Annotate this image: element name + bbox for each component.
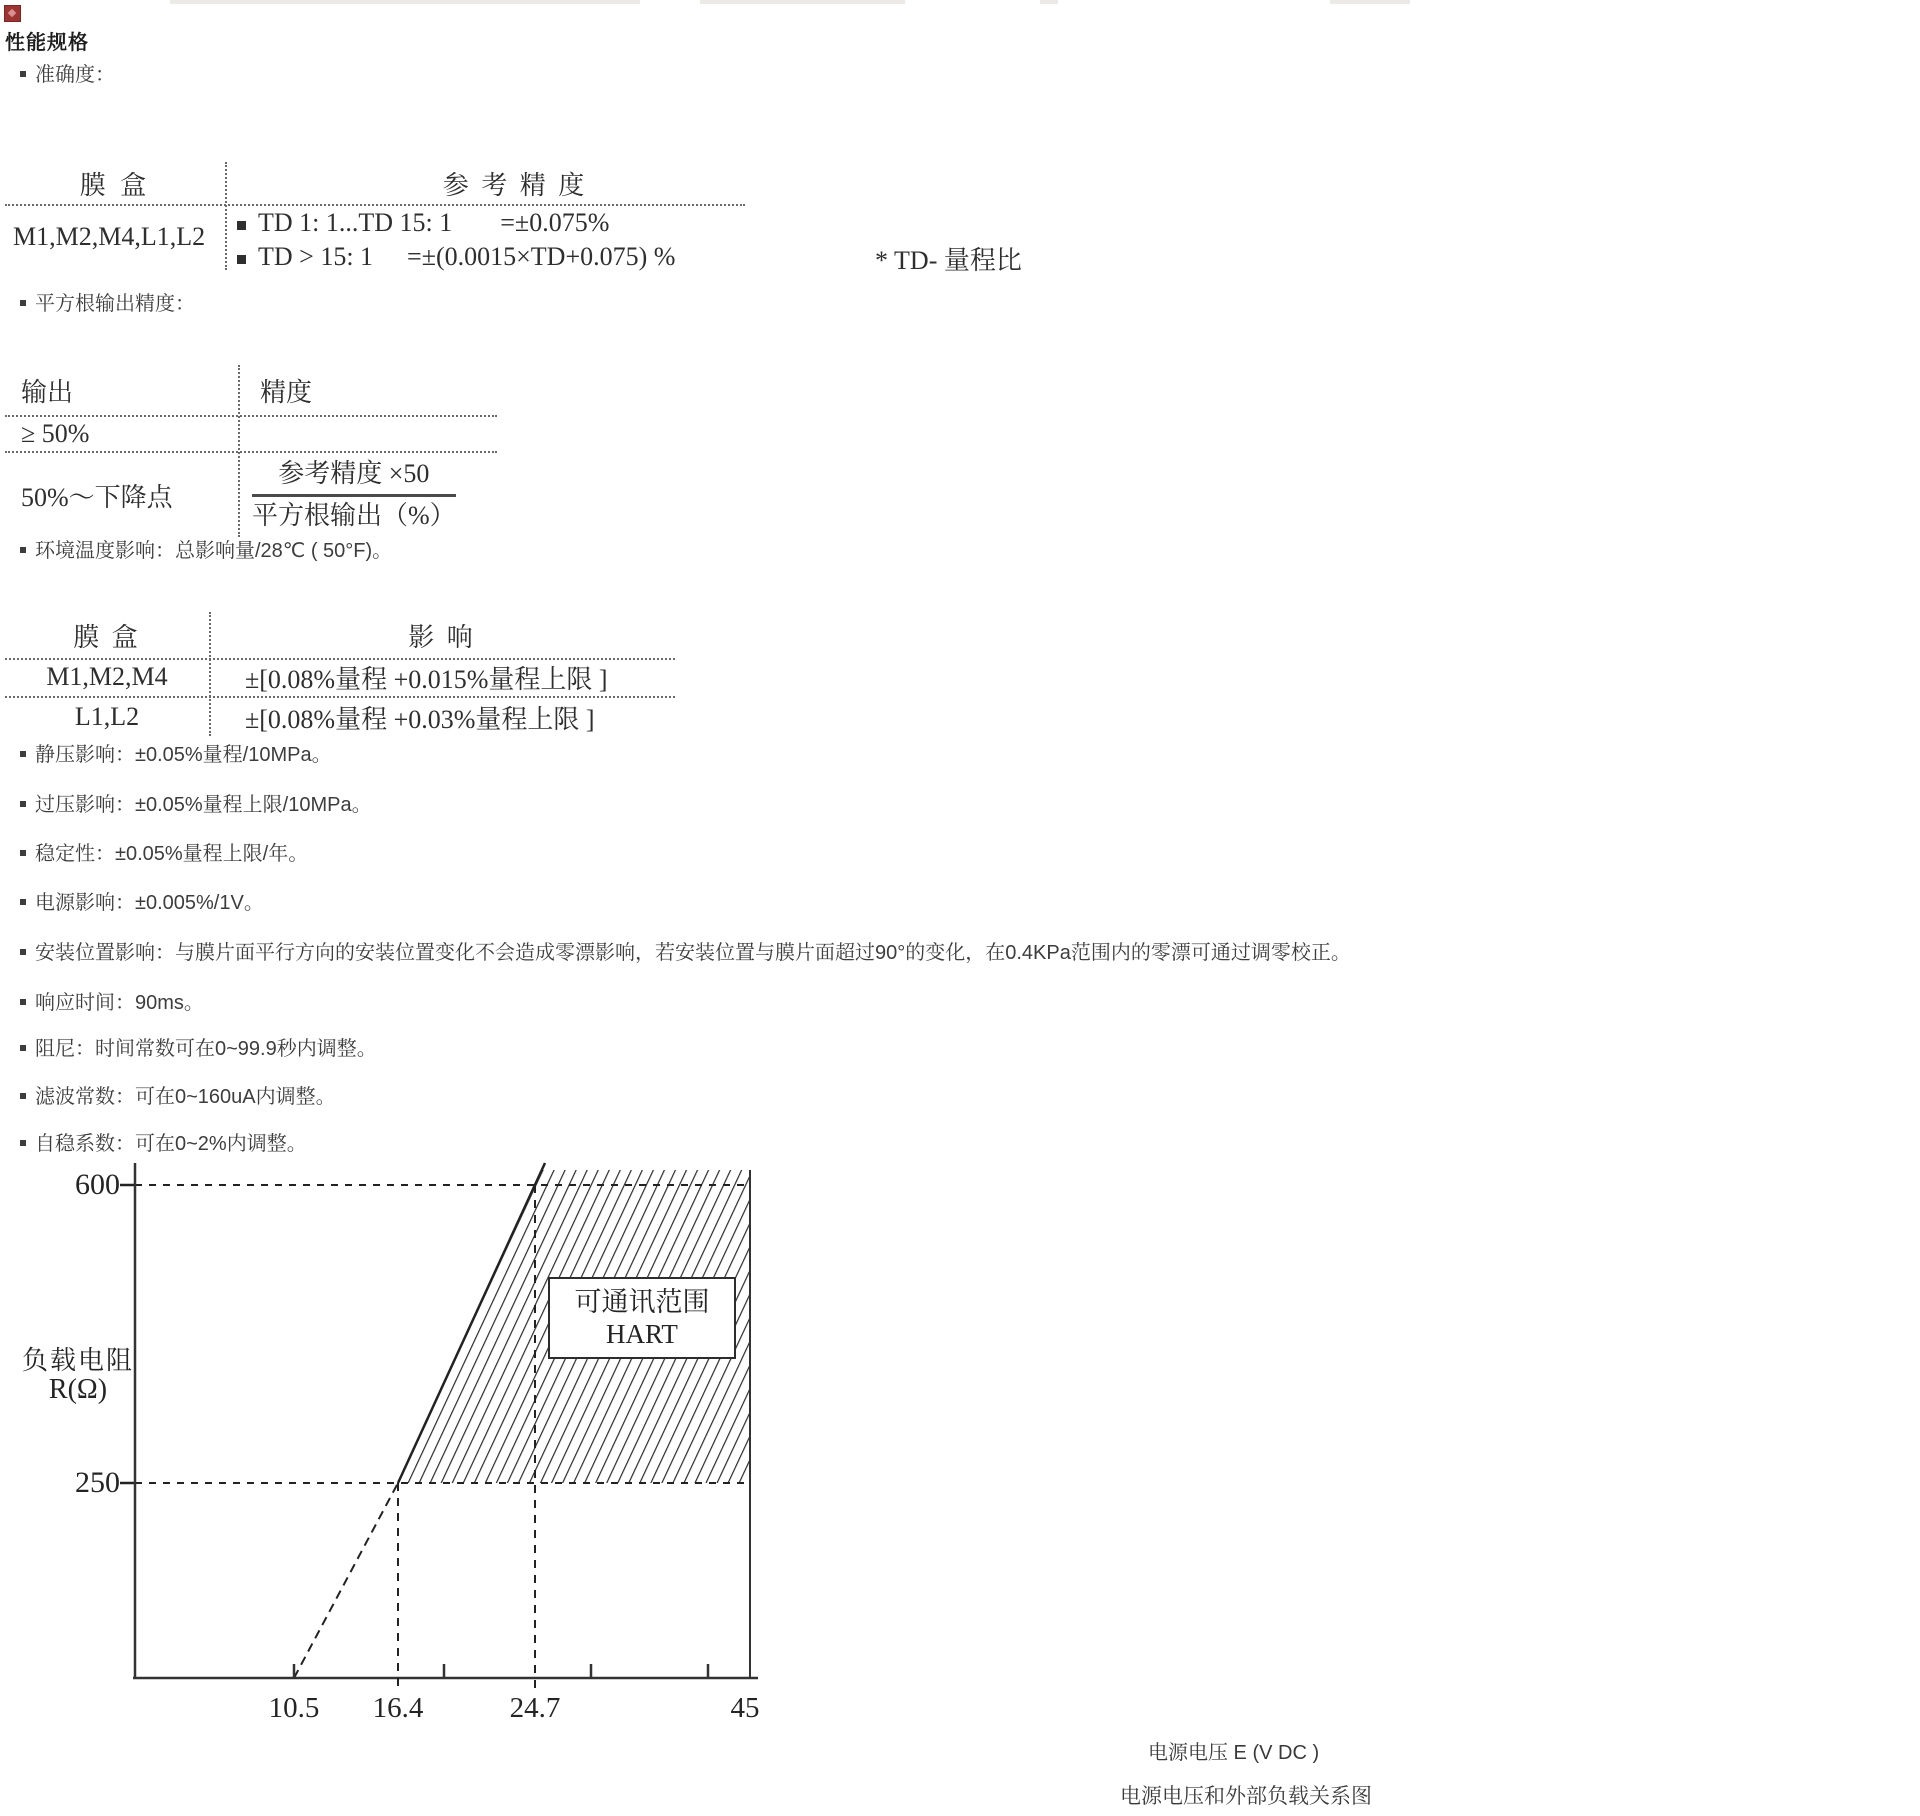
- spec-text: 阻尼：时间常数可在0~99.9秒内调整。: [35, 1038, 377, 1060]
- output-cell: 50%～下降点: [21, 482, 173, 512]
- spec-bullet: [20, 890, 264, 916]
- spec-bullet: [20, 792, 372, 818]
- top-remnant-line: [1330, 0, 1410, 4]
- x-axis-title: 电源电压 E (V DC ): [1148, 1742, 1320, 1764]
- column-header: 影 响: [408, 622, 476, 652]
- spec-text: 滤波常数：可在0~160uA内调整。: [35, 1086, 336, 1108]
- load-voltage-chart: [0, 1150, 800, 1710]
- bullet-square-icon: [20, 999, 26, 1005]
- bullet-square-icon: [20, 1093, 26, 1099]
- hart-region-label: [548, 1277, 736, 1359]
- spec-text: 过压影响：±0.05%量程上限/10MPa。: [35, 794, 372, 816]
- table-row: [5, 206, 225, 268]
- table-header-row: [5, 365, 497, 417]
- accuracy-line: [237, 208, 675, 238]
- table-row: [5, 453, 497, 537]
- figure-caption: 电源电压和外部负载关系图: [1120, 1785, 1372, 1808]
- bullet-square-icon: [20, 801, 26, 807]
- bullet-square-icon: [20, 300, 26, 306]
- td-range: TD 1: 1...TD 15: 1: [258, 208, 453, 237]
- accuracy-bullet: [20, 62, 115, 88]
- page-title: 性能规格: [5, 32, 89, 54]
- x-tick-label-45: 45: [730, 1692, 760, 1724]
- capsule-cell: L1,L2: [74, 702, 140, 731]
- accuracy-label: 准确度：: [35, 64, 115, 86]
- hart-label-en: HART: [606, 1319, 678, 1349]
- bullet-square-icon: [20, 949, 26, 955]
- bullet-square-icon: [20, 850, 26, 856]
- td-range: TD > 15: 1: [258, 242, 374, 271]
- capsule-cell: M1,M2,M4,L1,L2: [13, 222, 206, 251]
- td-value: =±0.075%: [500, 208, 610, 237]
- column-header: 膜 盒: [79, 170, 151, 200]
- y-axis-title-line2: R(Ω): [48, 1374, 108, 1405]
- temperature-effect-table: [5, 612, 675, 736]
- hart-label-cn: 可通讯范围: [574, 1286, 710, 1317]
- accuracy-cell: [238, 459, 497, 531]
- accuracy-cell: [237, 208, 675, 272]
- bullet-square-icon: [20, 899, 26, 905]
- spec-text: 自稳系数：可在0~2%内调整。: [35, 1133, 307, 1155]
- bullet-square-icon: [20, 1140, 26, 1146]
- bullet-square-icon: [20, 71, 26, 77]
- sqrt-accuracy-bullet: [20, 291, 195, 317]
- top-remnant-line: [700, 0, 905, 4]
- table-header-row: [5, 612, 675, 660]
- table-row: [5, 658, 675, 698]
- spec-bullet: [20, 1036, 377, 1062]
- x-tick-label-10-5: 10.5: [268, 1692, 320, 1724]
- column-header: 输出: [21, 377, 74, 407]
- y-tick-label-250: 250: [75, 1466, 120, 1499]
- output-cell: ≥ 50%: [21, 419, 90, 448]
- bullet-square-icon: [20, 1045, 26, 1051]
- effect-cell: ±[0.08%量程 +0.03%量程上限 ]: [245, 704, 595, 734]
- reference-accuracy-table: [5, 162, 745, 270]
- td-note: * TD- 量程比: [875, 246, 1022, 275]
- fraction-numerator: 参考精度 ×50: [252, 459, 456, 497]
- bullet-square-icon: [237, 255, 246, 264]
- temperature-effect-label: 环境温度影响：总影响量/28℃ ( 50°F)。: [35, 540, 393, 562]
- table-header-row: [5, 162, 745, 206]
- column-header: 精度: [260, 377, 313, 407]
- x-tick-label-16-4: 16.4: [372, 1692, 424, 1724]
- sqrt-accuracy-table: [5, 365, 497, 537]
- spec-text: 安装位置影响：与膜片面平行方向的安装位置变化不会造成零漂影响，若安装位置与膜片面超过90°的变化，在0.4KPa范围内的零漂可通过调零校正。: [35, 942, 1351, 964]
- bullet-square-icon: [237, 221, 246, 230]
- spec-text: 电源影响：±0.005%/1V。: [35, 892, 264, 914]
- effect-cell: ±[0.08%量程 +0.015%量程上限 ]: [245, 664, 608, 694]
- spec-bullet: [20, 1084, 336, 1110]
- column-header: 参 考 精 度: [442, 170, 588, 200]
- spec-text: 静压影响：±0.05%量程/10MPa。: [35, 744, 332, 766]
- y-tick-label-600: 600: [75, 1168, 120, 1201]
- table-row: [5, 698, 675, 736]
- td-value: =±(0.0015×TD+0.075) %: [407, 242, 676, 271]
- sqrt-accuracy-label: 平方根输出精度：: [35, 293, 195, 315]
- spec-text: 响应时间：90ms。: [35, 992, 204, 1014]
- spec-bullet: [20, 940, 1351, 966]
- spec-bullet: [20, 841, 308, 867]
- fraction-denominator: 平方根输出（%）: [252, 500, 456, 530]
- x-tick-label-24-7: 24.7: [509, 1692, 561, 1724]
- capsule-cell: M1,M2,M4: [46, 662, 168, 691]
- spec-bullet: [20, 742, 332, 768]
- table-row: [5, 417, 497, 453]
- load-line-dashed-segment: [294, 1483, 398, 1678]
- top-remnant-line: [170, 0, 640, 4]
- y-axis-title-line1: 负载电阻: [21, 1346, 134, 1375]
- spec-bullet: [20, 990, 204, 1016]
- spec-text: 稳定性：±0.05%量程上限/年。: [35, 843, 309, 865]
- temperature-effect-bullet: [20, 538, 392, 564]
- accuracy-line: [237, 242, 675, 272]
- bullet-square-icon: [20, 751, 26, 757]
- column-header: 膜 盒: [73, 622, 141, 652]
- accuracy-fraction: [252, 459, 456, 531]
- bullet-square-icon: [20, 547, 26, 553]
- red-ornament-icon: [4, 5, 21, 22]
- top-remnant-line: [1040, 0, 1058, 4]
